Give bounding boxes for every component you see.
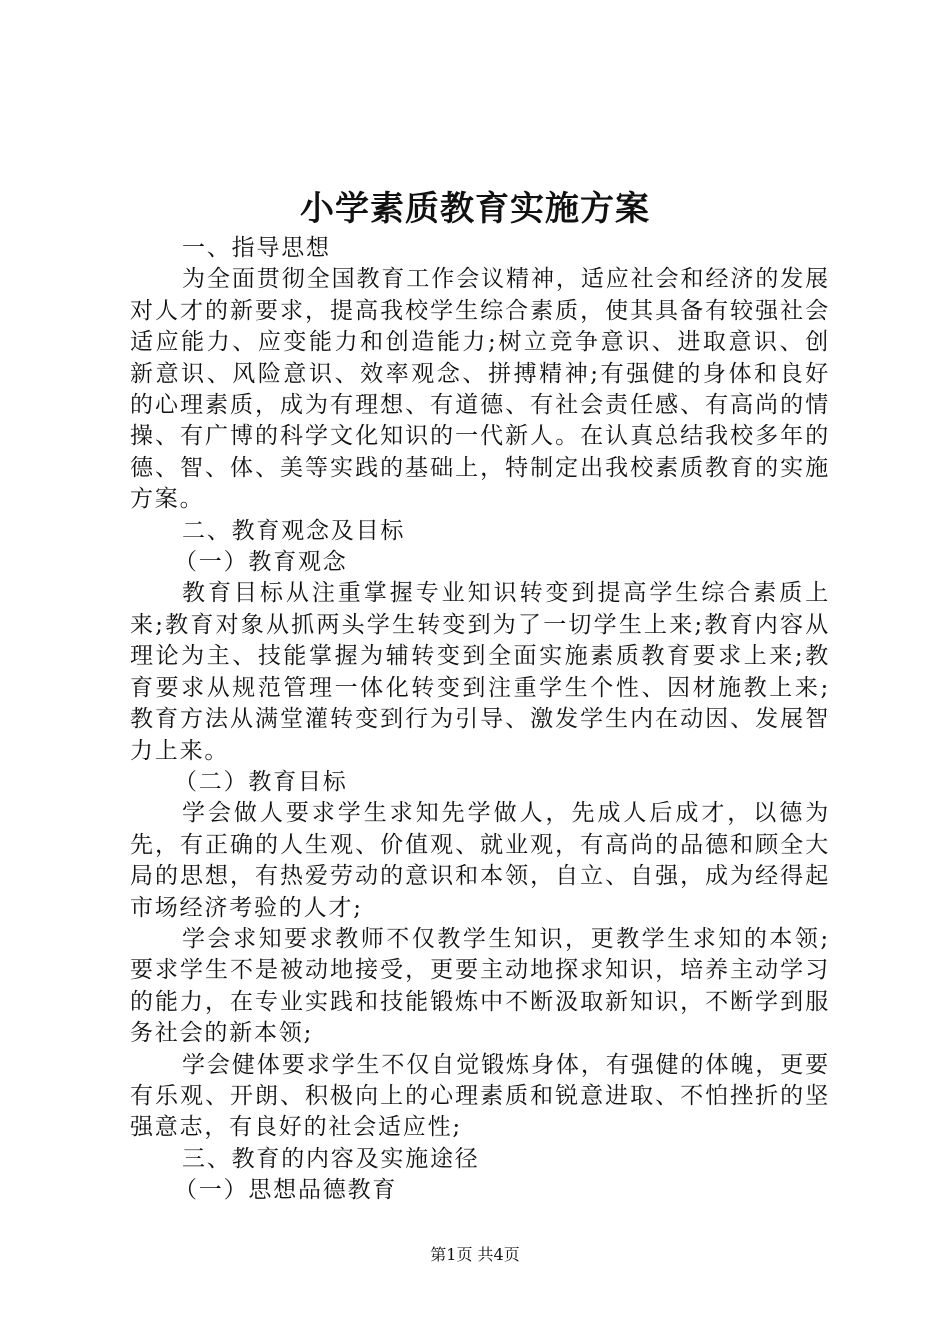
paragraph-learn-to-be: 学会做人要求学生求知先学做人，先成人后成才，以德为先，有正确的人生观、价值观、就业观，有高尚的品德和顾全大局的思想，有热爱劳动的意识和本领，自立、自强，成为经得起市场经济考验的人才;: [130, 800, 830, 921]
section-heading-guiding-thought: 一、指导思想: [182, 235, 331, 261]
subheading-moral-education: （一）思想品德教育: [174, 1177, 398, 1204]
paragraph-guiding-thought: 为全面贯彻全国教育工作会议精神，适应社会和经济的发展对人才的新要求，提高我校学生综合素质，使其具备有较强社会适应能力、应变能力和创造能力;树立竞争意识、进取意识、创新意识、风险意识、效率观念、拼搏精神;有强健的身体和良好的心理素质，成为有理想、有道德、有社会责任感、有高尚的情操、有广博的科学文化知识的一代新人。在认真总结我校多年的德、智、体、美等实践的基础上，特制定出我校素质教育的实施方案。: [130, 266, 830, 513]
document-body: [130, 233, 830, 1207]
subheading-education-concept: （一）教育观念: [174, 549, 348, 576]
page-footer: 第1页 共4页: [430, 1245, 520, 1264]
paragraph-learn-fitness: 学会健体要求学生不仅自觉锻炼身体，有强健的体魄，更要有乐观、开朗、积极向上的心理素质和锐意进取、不怕挫折的坚强意志，有良好的社会适应性;: [130, 1051, 830, 1141]
section-heading-concepts-goals: 二、教育观念及目标: [182, 517, 406, 544]
subheading-education-goal: （二）教育目标: [174, 768, 348, 795]
paragraph-education-concept: 教育目标从注重掌握专业知识转变到提高学生综合素质上来;教育对象从抓两头学生转变到为了一切学生上来;教育内容从理论为主、技能掌握为辅转变到全面实施素质教育要求上来;教育要求从规范管理一体化转变到注重学生个性、因材施教上来;教育方法从满堂灌转变到行为引导、激发学生内在动因、发展智力上来。: [130, 580, 830, 764]
section-heading-content-approach: 三、教育的内容及实施途径: [182, 1145, 480, 1172]
document-title: 小学素质教育实施方案: [300, 189, 650, 229]
paragraph-learn-to-know: 学会求知要求教师不仅教学生知识，更教学生求知的本领;要求学生不是被动地接受，更要主动地探求知识，培养主动学习的能力，在专业实践和技能锻炼中不断汲取新知识，不断学到服务社会的新本领;: [130, 925, 830, 1047]
